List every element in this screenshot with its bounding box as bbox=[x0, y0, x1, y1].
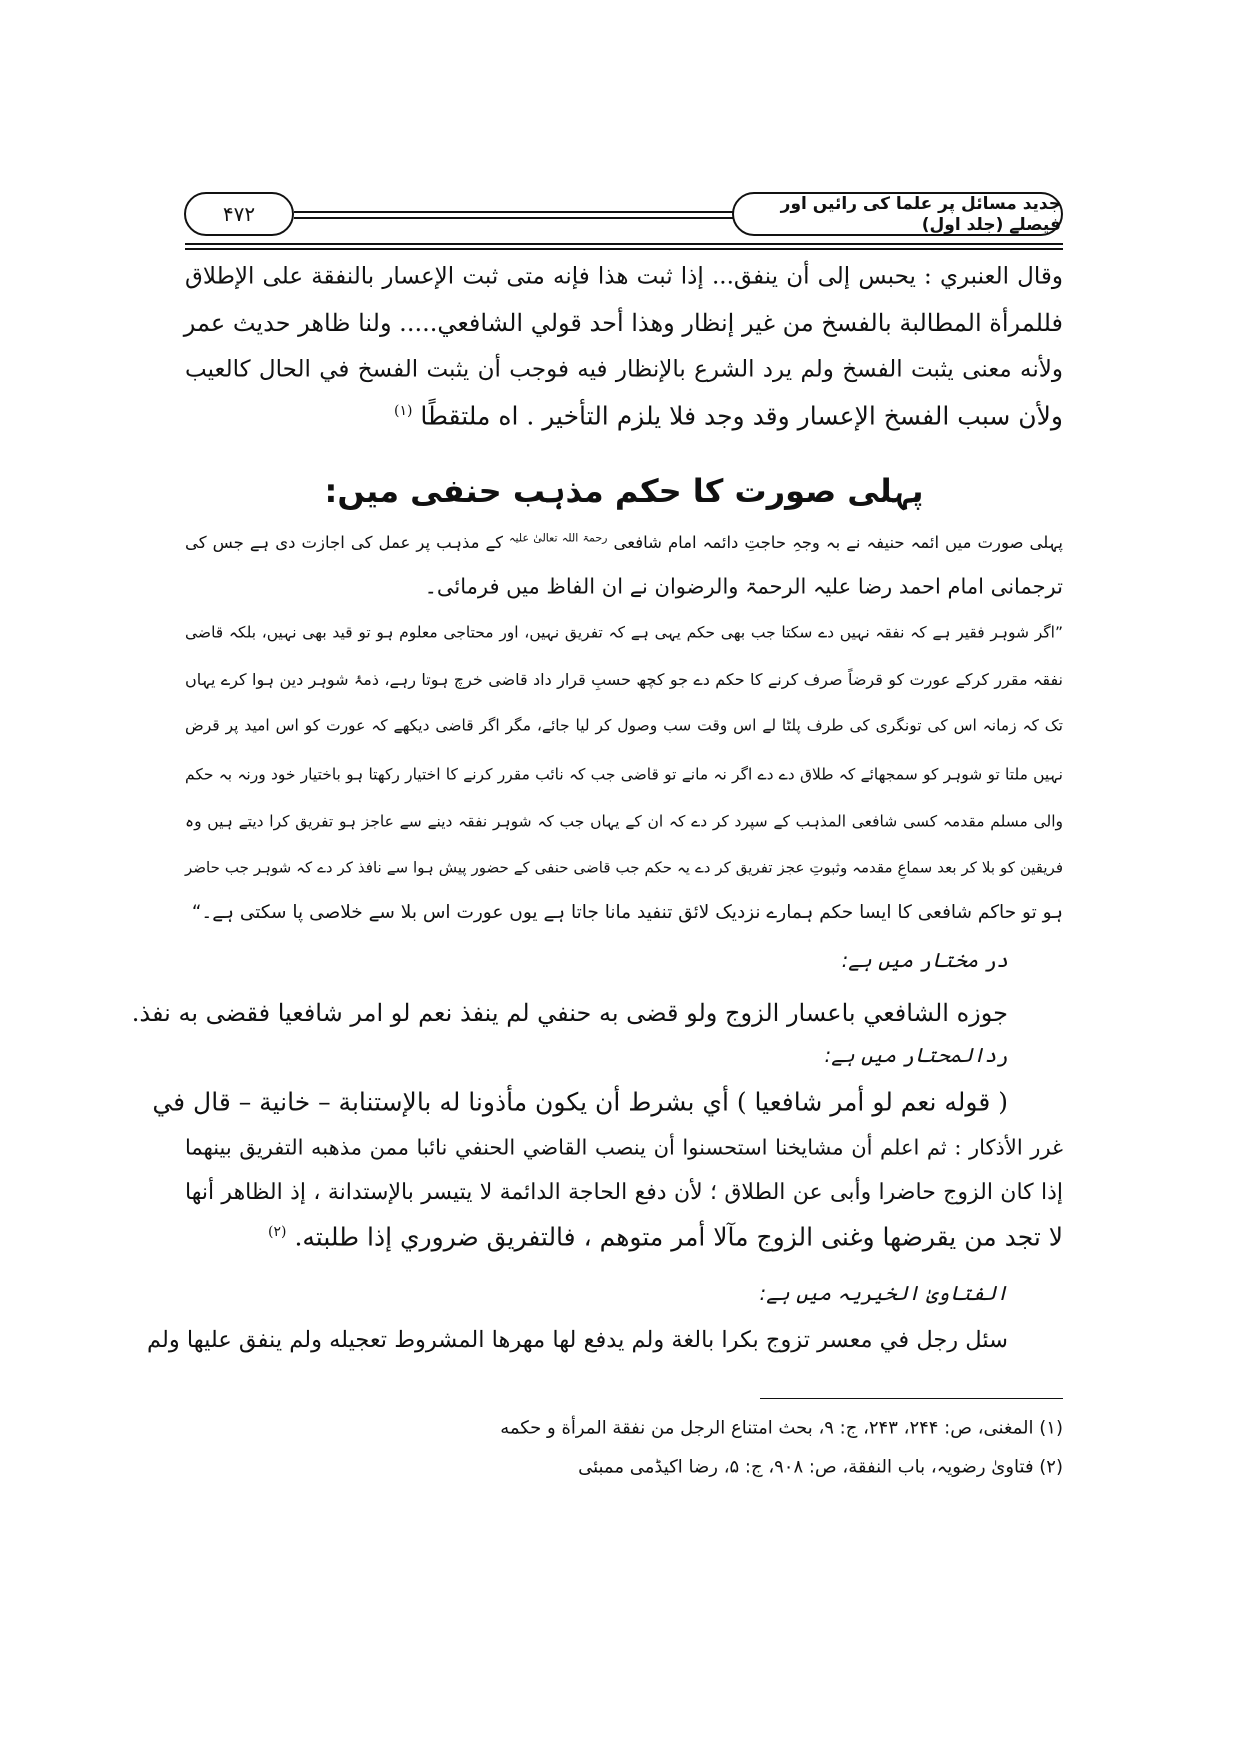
footnote-ref: (۱) bbox=[394, 403, 413, 420]
quote-line: تک کہ زمانہ اس کی تونگری کی طرف پلٹا لے اس وقت سب وصول کر لیا جائے، مگر اگر قاضی دیکھے کہ عورت کو اس امید پر قرض bbox=[185, 716, 1063, 735]
arabic-line: ( قوله نعم لو أمر شافعيا ) أي بشرط أن يكون مأذونا له بالإستنابة – خانية – قال في bbox=[152, 1087, 1008, 1117]
arabic-line: إذا كان الزوج حاضرا وأبى عن الطلاق ؛ لأن دفع الحاجة الدائمة لا يتيسر بالإستدانة ، إذ الظاهر أنها bbox=[185, 1180, 1063, 1205]
source-label: ردالمحتار میں ہے: bbox=[824, 1043, 1008, 1067]
source-label: الفتاویٰ الخیریہ میں ہے: bbox=[759, 1281, 1008, 1305]
section-heading: پہلی صورت کا حکم مذہب حنفی میں: bbox=[324, 472, 924, 510]
urdu-line: ترجمانی امام احمد رضا علیہ الرحمۃ والرضوان نے ان الفاظ میں فرمائی۔ bbox=[424, 574, 1063, 599]
book-title-badge bbox=[732, 192, 1063, 236]
urdu-text: پہلی صورت میں ائمہ حنیفہ نے بہ وجہِ حاجتِ دائمہ امام شافعی bbox=[613, 533, 1063, 552]
honorific: رحمۃ اللہ تعالیٰ علیہ bbox=[509, 531, 608, 545]
footnote-rule bbox=[760, 1398, 1063, 1399]
page-number: ۴۷۲ bbox=[222, 202, 256, 226]
header-divider bbox=[294, 211, 734, 213]
arabic-line-text: لا تجد من يقرضها وغنى الزوج مآلا أمر متوهم ، فالتفريق ضروري إذا طلبته. bbox=[294, 1222, 1063, 1252]
arabic-line-text: ولأن سبب الفسخ الإعسار وقد وجد فلا يلزم التأخير . اه ملتقطًا bbox=[420, 401, 1063, 431]
arabic-line: ولأنه معنى يثبت الفسخ ولم يرد الشرع بالإنظار فيه فوجب أن يثبت الفسخ في الحال كالعيب bbox=[185, 356, 1063, 383]
source-label: در مختار میں ہے: bbox=[841, 948, 1008, 972]
footnote: (۱) المغنی، ص: ۲۴۴، ۲۴۳، ج: ۹، بحث امتناع الرجل من نفقة المرأة و حكمه bbox=[500, 1417, 1063, 1439]
header-rule bbox=[185, 248, 1063, 250]
urdu-line bbox=[185, 533, 1063, 552]
quote-line: والی مسلم مقدمہ کسی شافعی المذہب کے سپرد کر دے کہ ان کے یہاں جب کہ شوہر نفقہ دینے سے عاجز ہو تفریق کرا دیتے ہیں وہ bbox=[185, 812, 1063, 831]
quote-line: ”اگر شوہر فقیر ہے کہ نفقہ نہیں دے سکتا جب بھی حکم یہی ہے کہ تفریق نہیں، اور محتاجی معلوم ہو تو قید بھی نہیں، بلکہ قاضی bbox=[185, 623, 1063, 642]
arabic-line: فللمرأة المطالبة بالفسخ من غير إنظار وهذا أحد قولي الشافعي..... ولنا ظاهر حديث عمر bbox=[183, 309, 1063, 337]
arabic-line bbox=[268, 1222, 1063, 1252]
arabic-line: سئل رجل في معسر تزوج بكرا بالغة ولم يدفع لها مهرها المشروط تعجيله ولم ينفق عليها ولم bbox=[147, 1326, 1008, 1353]
book-title: جدید مسائل پر علما کی رائیں اور فیصلے (جلد اول) bbox=[780, 193, 1061, 235]
quote-line: ہو تو حاکم شافعی کا ایسا حکم ہمارے نزدیک لائق تنفید مانا جاتا ہے یوں عورت اس بلا سے خلاصی پا سکتی ہے۔“ bbox=[191, 901, 1063, 923]
footnote: (۲) فتاویٰ رضویہ، باب النفقة، ص: ۹۰۸، ج: ۵، رضا اکیڈمی ممبئی bbox=[578, 1456, 1063, 1478]
arabic-line: غرر الأذكار : ثم اعلم أن مشايخنا استحسنوا أن ينصب القاضي الحنفي نائبا ممن مذهبه التفريق بينهما bbox=[185, 1135, 1063, 1160]
header-divider bbox=[294, 217, 734, 219]
quote-line: نہیں ملتا تو شوہر کو سمجھائے کہ طلاق دے دے اگر نہ مانے تو قاضی جب کہ نائب مقرر کرنے کا اختیار رکھتا ہو باختیار خود ورنہ بہ حکم bbox=[185, 765, 1063, 784]
page-number-badge bbox=[184, 192, 294, 236]
arabic-line bbox=[394, 401, 1063, 431]
urdu-text: کے مذہب پر عمل کی اجازت دی ہے جس کی bbox=[185, 533, 503, 552]
footnote-ref: (۲) bbox=[268, 1224, 287, 1241]
quote-line: نفقہ مقرر کرکے عورت کو قرضاً صرف کرنے کا حکم دے جو کچھ حسبِ قرار داد قاضی خرچ ہوتا رہے، ذمۂ شوہر دین ہوا کرے یہاں bbox=[185, 670, 1063, 689]
quote-line: فریقین کو بلا کر بعد سماعِ مقدمہ وثبوتِ عجز تفریق کر دے یہ حکم جب قاضی حنفی کے حضور پیش ہوا سے نافذ کر دے کہ شوہر جب حاضر bbox=[185, 858, 1063, 877]
header-rule bbox=[185, 243, 1063, 245]
arabic-line: وقال العنبري : يحبس إلى أن ينفق... إذا ثبت هذا فإنه متى ثبت الإعسار بالنفقة على الإطلاق bbox=[185, 263, 1063, 290]
arabic-line: جوزه الشافعي باعسار الزوج ولو قضى به حنفي لم ينفذ نعم لو امر شافعيا فقضى به نفذ. bbox=[131, 999, 1008, 1027]
